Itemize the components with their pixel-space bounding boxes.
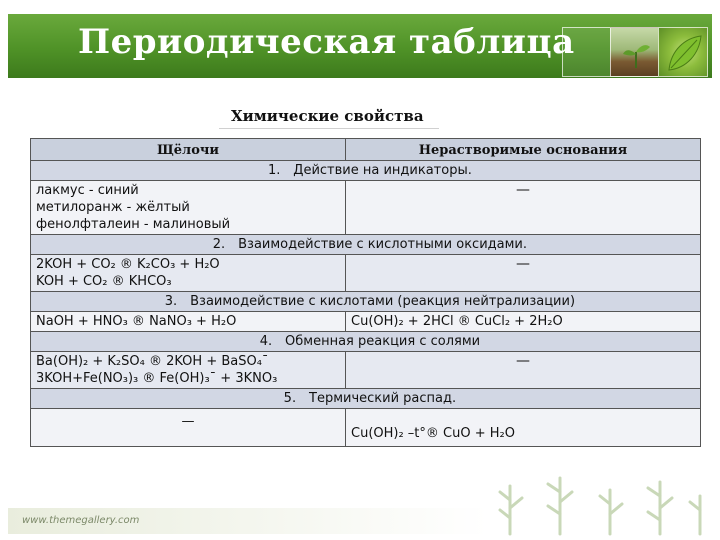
section-title: Действие на индикаторы. xyxy=(293,163,472,178)
decor-tile-sprout xyxy=(610,27,660,77)
section-heading xyxy=(31,389,701,409)
page-title: Периодическая таблица xyxy=(78,22,575,62)
decor-tile-blank xyxy=(562,27,612,77)
decor-tile-leaf xyxy=(658,27,708,77)
reaction-equation: 2KOH + CO₂ ® K₂CO₃ + H₂O xyxy=(36,257,220,272)
column-header-insoluble-bases: Нерастворимые основания xyxy=(346,139,701,161)
section-row xyxy=(31,161,701,181)
indicator-item: метилоранж - жёлтый xyxy=(36,200,190,215)
section-number: 1. xyxy=(267,163,281,178)
table-row xyxy=(31,352,701,389)
indicator-item: лакмус - синий xyxy=(36,183,139,198)
section-row xyxy=(31,235,701,255)
footer-url: www.themegallery.com xyxy=(22,515,140,526)
title-banner xyxy=(8,14,712,78)
indicator-list xyxy=(31,181,346,235)
leaf-icon xyxy=(659,28,709,78)
plants-watermark-icon xyxy=(470,456,710,536)
section-row xyxy=(31,292,701,312)
sprout-icon xyxy=(611,28,661,78)
acid-oxide-reactions xyxy=(31,255,346,292)
table-row xyxy=(31,181,701,235)
chemical-properties-table xyxy=(30,138,701,447)
reaction-equation: Cu(OH)₂ + 2HCl ® CuCl₂ + 2H₂O xyxy=(346,312,701,332)
section-heading xyxy=(31,161,701,181)
dash-cell: — xyxy=(346,352,701,389)
section-title: Взаимодействие с кислотными оксидами. xyxy=(238,237,527,252)
section-title: Взаимодействие с кислотами (реакция нейтрализации) xyxy=(190,294,576,309)
reaction-equation: Ba(OH)₂ + K₂SO₄ ® 2KOH + BaSO₄¯ xyxy=(36,354,269,369)
reaction-equation: Cu(OH)₂ –t°® CuO + H₂O xyxy=(346,409,701,447)
section-title: Термический распад. xyxy=(309,391,457,406)
section-row xyxy=(31,389,701,409)
section-heading xyxy=(31,235,701,255)
table-row xyxy=(31,255,701,292)
section-title: Обменная реакция с солями xyxy=(285,334,481,349)
table-row xyxy=(31,409,701,447)
section-number: 2. xyxy=(212,237,226,252)
slide-subtitle: Химические свойства xyxy=(219,97,439,129)
section-heading xyxy=(31,332,701,352)
section-row xyxy=(31,332,701,352)
section-number: 4. xyxy=(259,334,273,349)
section-number: 3. xyxy=(164,294,178,309)
column-header-alkali: Щёлочи xyxy=(31,139,346,161)
reaction-equation: 3KOH+Fe(NO₃)₃ ® Fe(OH)₃¯ + 3KNO₃ xyxy=(36,371,278,386)
reaction-equation: NaOH + HNO₃ ® NaNO₃ + H₂O xyxy=(31,312,346,332)
section-heading xyxy=(31,292,701,312)
salt-reactions xyxy=(31,352,346,389)
dash-cell: — xyxy=(31,409,346,447)
indicator-item: фенолфталеин - малиновый xyxy=(36,217,231,232)
table-header-row xyxy=(31,139,701,161)
dash-cell: — xyxy=(346,255,701,292)
dash-cell: — xyxy=(346,181,701,235)
section-number: 5. xyxy=(283,391,297,406)
reaction-equation: KOH + CO₂ ® KHCO₃ xyxy=(36,274,172,289)
table-row xyxy=(31,312,701,332)
